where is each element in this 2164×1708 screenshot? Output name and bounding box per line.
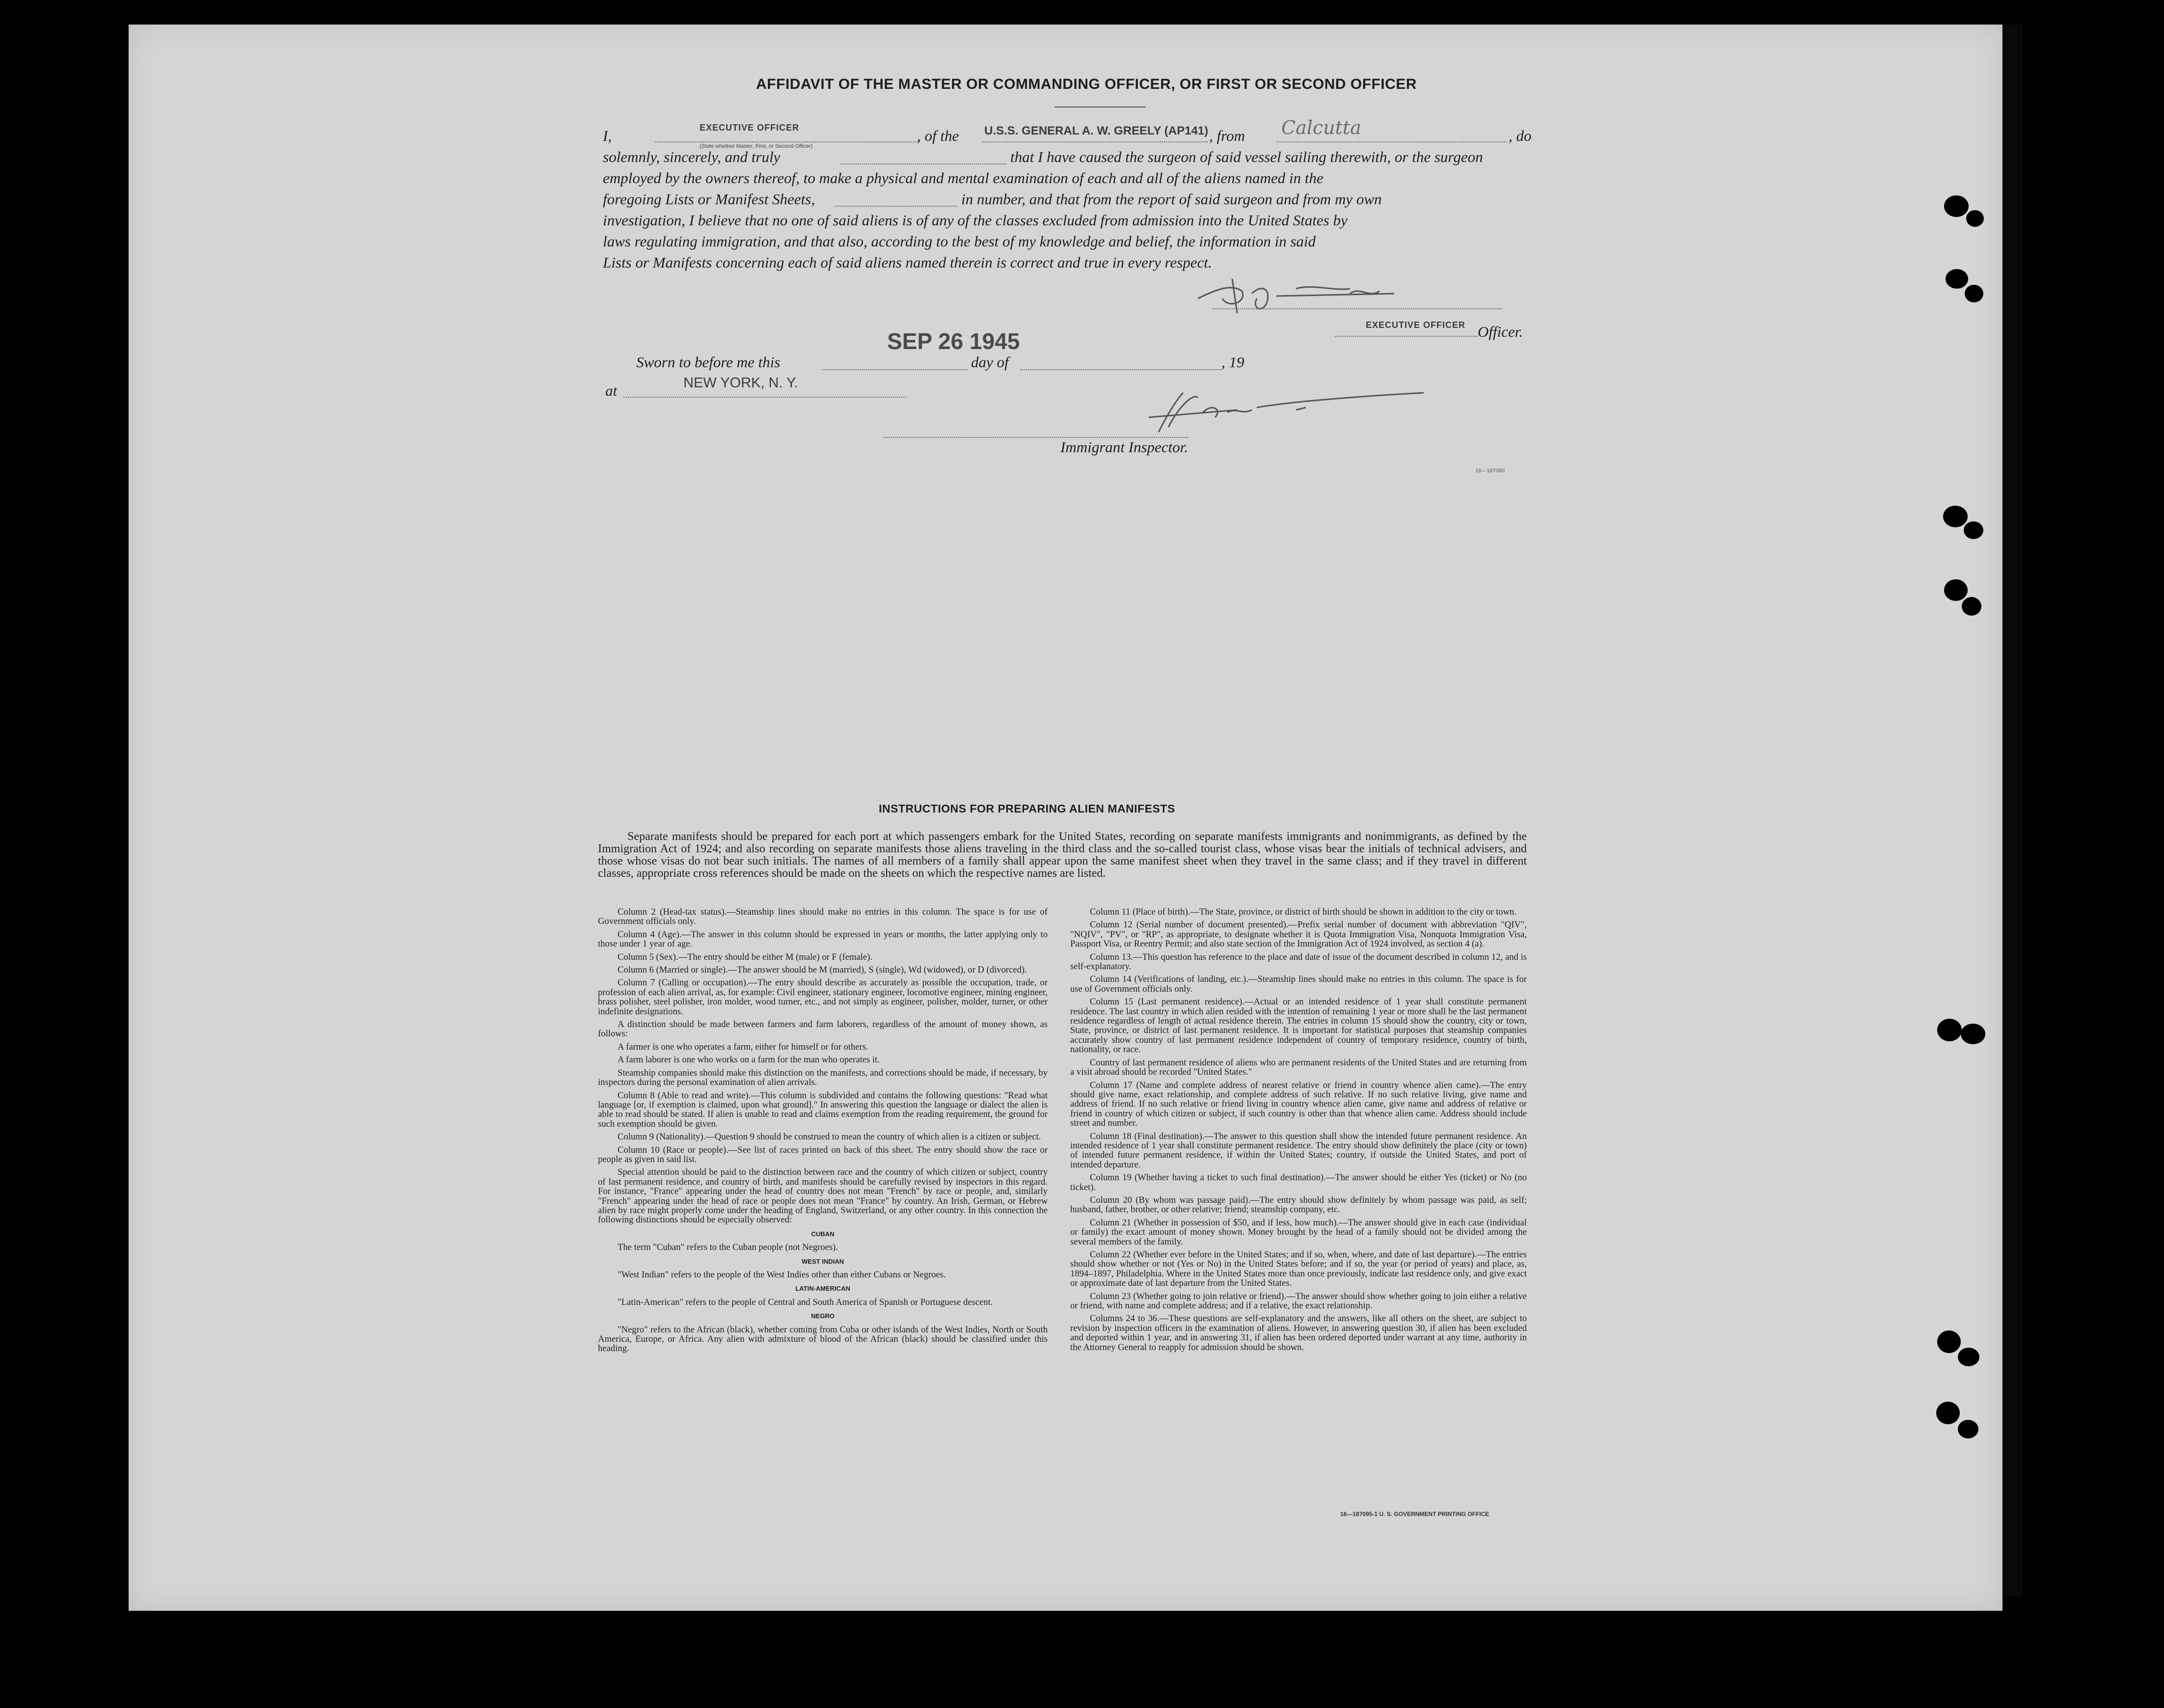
left-paragraph: Steamship companies should make this distinction on the manifests, and corrections should be made, if necessary, by inspectors during the personal examination of alien arrivals. [598,1067,1048,1088]
left-paragraph: Column 8 (Able to read and write).—This column is subdivided and contains the following questions: "Read what language [or, if exemption is claimed, upon what ground]." In answering this question the language or dialect the alien is able to read should be stated. If alien is unable to read and claims exemption from the reading requirement, the ground for such exemption should be given. [598,1090,1048,1129]
left-paragraph: Column 2 (Head-tax status).—Steamship lines should make no entries in this column. The space is for use of Government officials only. [598,907,1048,927]
instructions-left-column [598,907,1048,1357]
left-paragraph: Column 4 (Age).—The answer in this column should be expressed in years or months, the latter applying only to those under 1 year of age. [598,929,1048,949]
sworn-day-field [822,369,967,370]
inspector-label: Immigrant Inspector. [1060,438,1189,456]
affidavit-title: AFFIDAVIT OF THE MASTER OR COMMANDING OFFICER, OR FIRST OR SECOND OFFICER [756,76,1417,92]
instructions-right-column [1070,907,1527,1356]
right-paragraph: Column 19 (Whether having a ticket to such final destination).—The answer should be either Yes (ticket) or No (no ticket). [1070,1172,1527,1193]
printing-office-footer: 16—187095-1 U. S. GOVERNMENT PRINTING OFFICE [1340,1511,1489,1518]
affidavit-line-5: investigation, I believe that no one of said aliens is of any of the classes excluded from admission into the United States by [603,212,1348,229]
right-paragraph: Column 17 (Name and complete address of nearest relative or friend in country whence alien came).—The entry should give name, exact relationship, and complete address of such relative. If no such relative living, give name and address of friend. If no such relative or friend living in country whence alien came, give name and address of relative or friend in country of which citizen or subject, if such country is other than that whence alien came. Address should include street and number. [1070,1080,1527,1129]
date-stamp: SEP 26 1945 [887,328,1020,354]
section-heading-latin-american: LATIN-AMERICAN [795,1285,850,1293]
right-paragraph: Column 21 (Whether in possession of $50, and if less, how much).—The answer should give in each case (individual or family) the exact amount of money shown. Money brought by the head of a family should not be divided among the several members of the family. [1070,1217,1527,1247]
affidavit-line-3: employed by the owners thereof, to make a physical and mental examination of each and all of the aliens named in the [603,169,1324,187]
punch-hole [1937,1330,1961,1353]
year-label: , 19 [1221,353,1244,371]
punch-hole [1944,579,1968,601]
punch-hole [1964,521,1983,539]
left-paragraph: A distinction should be made between farmers and farm laborers, regardless of the amount of money shown, as follows: [598,1019,1048,1039]
punch-hole [1944,195,1969,217]
section-heading-negro: NEGRO [811,1312,835,1320]
punch-hole [1958,1348,1979,1366]
officer-title-note: (State whether Master, First, or Second Officer) [700,143,813,149]
right-paragraph: Column 11 (Place of birth).—The State, province, or district of birth should be shown in addition to the city or town. [1090,907,1516,917]
right-paragraph: Column 14 (Verifications of landing, etc.).—Steamship lines should make no entries in this column. The space is for use of Government officials only. [1070,974,1527,994]
left-paragraph: Column 5 (Sex).—The entry should be either M (male) or F (female). [618,951,872,962]
left-paragraph: Column 9 (Nationality).—Question 9 should be construed to mean the country of which alien is a citizen or subject. [618,1132,1041,1142]
from-port-field [1276,141,1507,142]
negro-definition: "Negro" refers to the African (black), whether coming from Cuba or other islands of the West Indies, North or South America, Europe, or Africa. Any alien with admixture of blood of the African (black) should be classified under this heading. [598,1324,1048,1354]
right-paragraph: Column 12 (Serial number of document presented).—Prefix serial number of document with abbreviation "QIV", "NQIV", "PV", or "RP", as appropriate, to designate whether it is Quota Immigration Visa, Nonquota Immigration Visa, Passport Visa, or Reentry Permit; and also state section of the Immigration Act of 1924 involved, as section 4 (a). [1070,920,1527,949]
instructions-intro: Separate manifests should be prepared for each port at which passengers embark for the United States, recording on separate manifests immigrants and nonimmigrants, as defined by the Immigration Act of 1924; and also recording on separate manifests those aliens traveling in the third class and the so-called tourist class, whose visas bear the initials of technical advisers, and those whose visas do not bear such initials. The names of all members of a family shall appear upon the same manifest sheet when they travel in the same class; and if they travel in different classes, appropriate cross references should be made on the sheets on which the respective names are listed. [598,830,1527,880]
inspector-signature [1129,383,1434,442]
left-paragraph: Column 7 (Calling or occupation).—The entry should describe as accurately as possible the occupation, trade, or profession of each alien arrival, as, for example: Civil engineer, stationary engineer, locomotive engineer, mining engineer, brass polisher, steel polisher, iron molder, wood turner, etc., and not simply as engineer, polisher, molder, turner, or other indefinite designations. [598,977,1048,1017]
at-label: at [605,382,618,399]
right-paragraph: Column 22 (Whether ever before in the United States; and if so, when, where, and date of last departure).—The entries should show whether or not (Yes or No) in the United States before; and if so, the year (or period of years) and place, as, 1894–1897, Philadelphia. Where in the United States more than once previously, indicate last residence only, and give exact or approximate date of last departure from the United States. [1070,1249,1527,1289]
left-paragraph: Column 6 (Married or single).—The answer should be M (married), S (single), Wd (widowed), or D (divorced). [618,965,1027,976]
punch-hole [1946,269,1968,289]
title-underline [1055,107,1146,108]
left-paragraph: A farm laborer is one who works on a farm for the man who operates it. [618,1055,880,1065]
officer-title-field [655,141,918,142]
page-edge-shadow [2003,25,2023,1596]
right-paragraph: Column 18 (Final destination).—The answer to this question shall show the intended future permanent residence. An intended residence of 1 year shall constitute permanent residence. The entry should show definitely the place (city or town) of intended future permanent residence, if within the United States; country, if outside the United States, and port of intended departure. [1070,1131,1527,1170]
officer-title-line [1335,336,1478,337]
officer-signature [1188,269,1424,323]
right-paragraph: Column 15 (Last permanent residence).—Actual or an intended residence of 1 year shall constitute permanent residence. The last country in which alien resided with the intention of remaining 1 year or more shall be the last permanent residence regardless of length of actual residence therein. The entries in column 15 should show the country, city or town, State, province, or district of last permanent residence. It is important for statistical purposes that steamship companies accurately show country of last permanent residence independent of country of temporary residence, country of birth, nationality, or race. [1070,997,1527,1055]
day-of-label: day of [971,353,1009,371]
sworn-label: Sworn to before me this [636,353,781,371]
place-stamp: NEW YORK, N. Y. [683,375,798,391]
left-paragraph: Column 10 (Race or people).—See list of races printed on back of this sheet. The entry should show the race or people as given in said list. [598,1144,1048,1165]
right-paragraph: Column 20 (By whom was passage paid).—The entry should show definitely by whom passage was paid, as self; husband, father, brother, or other relative; friend; steamship company, etc. [1070,1194,1527,1215]
vessel-field [982,141,1208,142]
section-heading-cuban: CUBAN [811,1230,835,1238]
instructions-title: INSTRUCTIONS FOR PREPARING ALIEN MANIFESTS [879,802,1175,815]
vessel-stamp: U.S.S. GENERAL A. W. GREELY (AP141) [984,124,1209,137]
left-paragraph: A farmer is one who operates a farm, either for himself or for others. [618,1041,868,1052]
blank-field [840,163,1006,164]
right-paragraph: Column 23 (Whether going to join relative or friend).—The answer should show whether going to join either a relative or friend, with name and complete address; and if a relative, the exact relationship. [1070,1291,1527,1311]
left-paragraph: Special attention should be paid to the distinction between race and the country of which citizen or subject, country of last permanent residence, and country of birth, and manifests should be carefully revised by inspectors in this regard. For instance, "France" appearing under the head of country does not mean "French" by race or people, and, similarly "French" appearing under the head of race or people does not mean "France" by country. An Irish, German, or Hebrew alien by race might properly come under the heading of England, Switzerland, or any other country. In this connection the following distinctions should be especially observed: [598,1167,1048,1225]
punch-hole [1958,1420,1978,1438]
punch-hole [1961,1024,1985,1044]
cuban-definition: The term "Cuban" refers to the Cuban people (not Negroes). [618,1242,838,1253]
inspector-signature-line [884,437,1188,438]
from-port-handwritten: Calcutta [1281,117,1361,138]
punch-hole [1937,1019,1962,1041]
place-field [623,397,906,398]
officer-title-stamp-2: EXECUTIVE OFFICER [1366,320,1466,330]
affidavit-line-7: Lists or Manifests concerning each of said aliens named therein is correct and true in every respect. [603,254,1212,271]
right-paragraph: Columns 24 to 36.—These questions are self-explanatory and the answers, like all others on the sheet, are subject to revision by inspection officers in the examination of aliens. However, in answering question 30, if alien has been excluded and deported within 1 year, and in answering 31, if alien has been ordered deported under warrant at any time, authority in the Attorney General to reapply for admission should be shown. [1070,1313,1527,1353]
section-heading-west-indian: WEST INDIAN [802,1257,844,1265]
form-code: 16—187060 [1475,468,1505,474]
sheet-count-field [835,206,957,207]
sworn-month-field [1020,369,1221,370]
punch-hole [1966,210,1984,227]
west-indian-definition: "West Indian" refers to the people of the West Indies other than either Cubans or Negroes. [618,1270,946,1280]
latin-american-definition: "Latin-American" refers to the people of Central and South America of Spanish or Portuguese descent. [618,1297,993,1307]
officer-title-stamp: EXECUTIVE OFFICER [700,123,800,133]
punch-hole [1962,597,1981,616]
punch-hole [1936,1402,1960,1424]
officer-label: Officer. [1478,323,1523,340]
affidavit-line-6: laws regulating immigration, and that also, according to the best of my knowledge and belief, the information in said [603,233,1316,250]
officer-signature-line [1213,308,1502,309]
punch-hole [1943,506,1968,527]
punch-hole [1965,285,1983,302]
right-paragraph: Country of last permanent residence of aliens who are permanent residents of the United States and are returning from a visit abroad should be recorded "United States." [1070,1057,1527,1078]
right-paragraph: Column 13.—This question has reference to the place and date of issue of the document described in column 12, and is self-explanatory. [1070,951,1527,972]
